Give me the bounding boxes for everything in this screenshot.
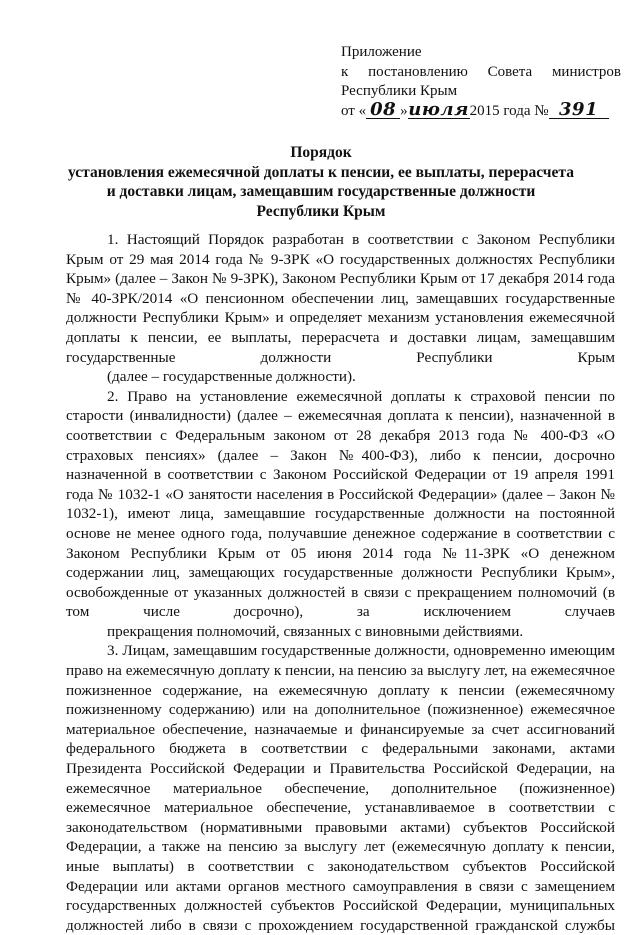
- appendix-date-line: [341, 98, 621, 122]
- paragraph-1-last-line: (далее – государственные должности).: [107, 368, 356, 386]
- title-line-1: Порядок: [290, 144, 352, 161]
- paragraph-3: [0, 641, 615, 935]
- appendix-resolution-line: к постановлению Совета министров: [341, 63, 621, 80]
- title-line-4: Республики Крым: [256, 202, 386, 220]
- appendix-label: Приложение: [341, 44, 422, 60]
- document-body: [66, 230, 615, 935]
- date-year: 2015 года №: [469, 102, 549, 119]
- date-prefix: от «: [341, 102, 367, 119]
- appendix-header: [341, 43, 621, 121]
- handwritten-month: июля: [408, 98, 469, 120]
- title-line-2: установления ежемесячной доплаты к пенсии, ее выплаты, перерасчета: [68, 163, 574, 181]
- handwritten-number: 391: [549, 102, 609, 119]
- paragraph-1-text: 1. Настоящий Порядок разработан в соответствии с Законом Республики Крым от 29 мая 2014 года № 9-ЗРК «О государственных должностях Республики Крым» (далее – Закон № 9-ЗРК), Законом Республики Крым от 17 декабря 2014 года № 40-ЗРК/2014 «О пенсионном обеспечении лиц, замещавших государственные должности Республики Крым» и определяет механизм установления ежемесячной доплаты к пенсии, ее выплаты, перерасчета и доставки лицам, замещавшим государственные должности Республики Крым: [66, 231, 615, 366]
- paragraph-3-text: 3. Лицам, замещавшим государственные должности, одновременно имеющим право на ежемесячную доплату к пенсии, на пенсию за выслугу лет, на ежемесячное пожизненное содержание, на ежемесячную доплату к пенсии (ежемесячному пожизненному содержанию) или на дополнительное (пожизненное) ежемесячное материальное обеспечение, назначаемые и финансируемые за счет ассигнований федерального бюджета в соответствии с федеральными законами, актами Президента Российской Федерации и Правительства Российской Федерации, на ежемесячное материальное обеспечение, дополнительное (пожизненное) ежемесячное материальное обеспечение, устанавливаемое в соответствии с законодательством (нормативными правовыми актами) субъектов Российской Федерации, а также на пенсию за выслугу лет (ежемесячную доплату к пенсии, иные выплаты) в соответствии с законодательством субъектов Российской Федерации или актами органов местного самоуправления в связи с замещением государственных должностей субъектов Российской Федерации, муниципальных должностей либо в связи с прохождением государственной гражданской службы: [66, 642, 615, 934]
- date-quote-close: »: [400, 102, 408, 119]
- handwritten-day: 08: [366, 102, 400, 119]
- paragraph-2: [0, 387, 615, 642]
- paragraph-2-text: 2. Право на установление ежемесячной доплаты к страховой пенсии по старости (инвалидности) (далее – ежемесячная доплата к пенсии), назначенной в соответствии с Федеральным законом от 28 декабря 2013 года № 400-ФЗ «О страховых пенсиях» (далее – Закон №400-ФЗ), либо к пенсии, досрочно назначенной в соответствии с Законом Российской Федерации от 19 апреля 1991 года № 1032-1 «О занятости населения в Российской Федерации» (далее – Закон № 1032-1), имеют лица, замещавшие государственные должности на постоянной основе не менее одного года, получавшие денежное содержание в соответствии с Законом Республики Крым от 05 июня 2014 года №11-ЗРК «О денежном содержании лиц, замещающих государственные должности Республики Крым», освобожденные от указанных должностей в связи с прекращением полномочий (в том числе досрочно), за исключением случаев: [66, 387, 615, 621]
- document-title: [40, 143, 602, 221]
- appendix-republic-line: Республики Крым: [341, 83, 458, 99]
- paragraph-1: [0, 230, 615, 387]
- paragraph-2-last-line: прекращения полномочий, связанных с виновными действиями.: [107, 622, 524, 640]
- title-line-3: и доставки лицам, замещавшим государственные должности: [106, 183, 536, 200]
